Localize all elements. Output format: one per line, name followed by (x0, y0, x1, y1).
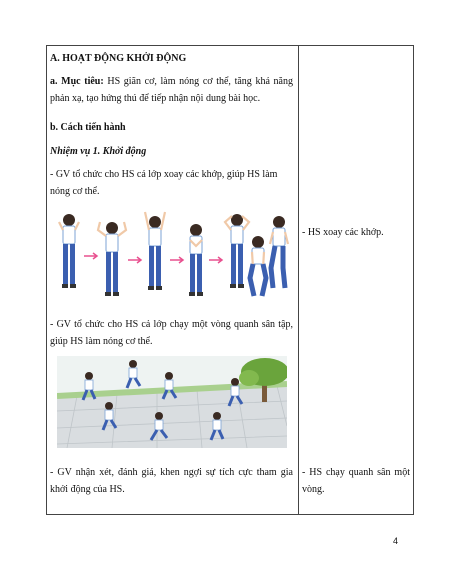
teacher-step-1: - GV tổ chức cho HS cả lớp xoay các khớp, giúp HS làm nóng cơ thể. (50, 169, 278, 197)
arrow-icon (128, 257, 141, 263)
arrow-icon (209, 257, 222, 263)
page-number: 4 (393, 536, 399, 546)
student-column (299, 46, 414, 515)
lesson-table (46, 45, 414, 515)
arrow-icon (170, 257, 183, 263)
section-heading: A. HOẠT ĐỘNG KHỞI ĐỘNG (50, 53, 187, 64)
arrow-icon (84, 253, 97, 259)
procedure-heading: b. Cách tiến hành (50, 122, 126, 133)
warmup-poses-illustration (57, 208, 289, 304)
kid-figure (270, 216, 288, 288)
kid-figure (250, 236, 266, 296)
objective-paragraph (50, 73, 293, 107)
teacher-step-2: - GV tổ chức cho HS cả lớp chạy một vòng quanh sân tập, giúp HS làm nóng cơ thể. (50, 319, 293, 347)
kid-figure (98, 222, 126, 296)
kid-figure (59, 214, 79, 288)
objective-label: a. Mục tiêu: (50, 76, 104, 87)
teacher-column (47, 46, 299, 515)
kid-figure (189, 224, 203, 296)
kid-figure (145, 212, 165, 290)
task-heading: Nhiệm vụ 1. Khởi động (50, 146, 147, 157)
running-scene-illustration (57, 356, 287, 448)
kid-figure (225, 214, 249, 288)
student-step-1: - HS xoay các khớp. (302, 227, 384, 238)
teacher-step-3: - GV nhận xét, đánh giá, khen ngợi sự tích cực tham gia khởi động của HS. (50, 467, 293, 495)
objective-text: HS giãn cơ, làm nóng cơ thể, tăng khả năng phản xạ, tạo hứng thú để tiếp nhận nội dung bài học. (50, 76, 293, 104)
student-step-2: - HS chạy quanh sân một vòng. (302, 467, 410, 495)
